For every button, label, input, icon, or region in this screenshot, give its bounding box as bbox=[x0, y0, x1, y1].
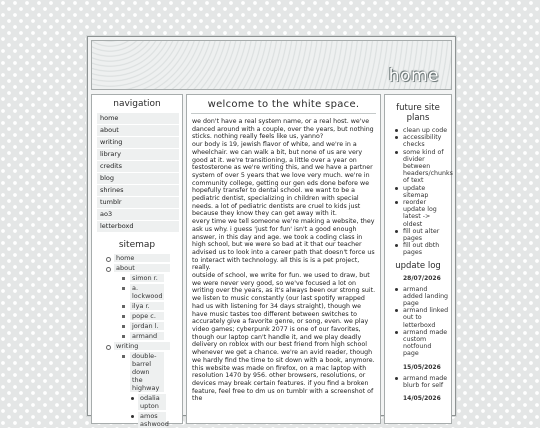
body-paragraph: our body is 19, jewish flavor of white, and we're in a wheelchair. we can walk a bit, but none of us are very good at it. we're transitioning, a little over a year on testosterone as we're writing this, and we have a partner system of over 5 years that we love very much. we're in community college, getting our gen eds done before we hopefully transfer to dental school. we want to be a pediatric dentist, specializing in children with special needs. a lot of pediatric dentists are cruel to kids just because they know they can get away with it. bbox=[192, 141, 373, 218]
sitemap-tree bbox=[92, 254, 182, 428]
sitemap-link-ilya[interactable]: ilya r. bbox=[130, 302, 164, 310]
sitemap-link-about[interactable]: about bbox=[114, 264, 170, 272]
nav-item-credits[interactable]: credits bbox=[97, 161, 179, 173]
nav-item-shrines[interactable]: shrines bbox=[97, 185, 179, 197]
nav-item-ao3[interactable]: ao3 bbox=[97, 209, 179, 221]
nav-item-letterboxd[interactable]: letterboxd bbox=[97, 221, 179, 233]
plan-item: clean up code bbox=[391, 127, 449, 134]
sitemap-item bbox=[114, 322, 182, 330]
sitemap-link-simon[interactable]: simon r. bbox=[130, 274, 164, 282]
sitemap-item bbox=[92, 342, 182, 428]
left-sidebar bbox=[91, 94, 183, 428]
log-list bbox=[385, 375, 451, 389]
sitemap-link-double-barrel[interactable]: double-barrel down the highway bbox=[130, 352, 164, 392]
nav-item-blog[interactable]: blog bbox=[97, 173, 179, 185]
hobbies-paragraph: outside of school, we write for fun. we used to draw, but we were never very good, so we've focused a lot on writing over the years, as it's always been our strong suit. we listen to music constantly (our last spotify wrapped had us with listening for 34 days straight), though we have music tastes too different between switches to accurately give a favorite genre, or song, even. we play video games; cyberpunk 2077 is one of our favorites, though our laptop can't handle it, and we play deadly delivery on roblox with our best friend from high school whenever we get a chance. we're an avid reader, though we hardly find the time to sit down with a book, anymore. bbox=[192, 272, 376, 364]
sitemap-item bbox=[114, 352, 182, 428]
sitemap-link-pope[interactable]: pope c. bbox=[130, 312, 164, 320]
sitemap-link-amos[interactable]: amos ashwood bbox=[140, 412, 169, 428]
plan-item: some kind of divider between headers/chunks of text bbox=[391, 149, 449, 185]
sitemap-double-barrel-children bbox=[130, 394, 182, 428]
update-log-heading: update log bbox=[395, 260, 441, 271]
plan-item: fill out alter pages bbox=[391, 228, 449, 242]
nav-item-tumblr[interactable]: tumblr bbox=[97, 197, 179, 209]
log-date: 14/05/2026 bbox=[403, 395, 441, 403]
website-paragraph: every time we tell someone we're making a website, they ask us why. i guess 'just for fun' isn't a good enough answer, in this day and age. we took a coding class in high school, but we were so bad at it that our teacher advised us to look into a career path that doesn't force us to interact with technology. all this is is a pet project, really. bbox=[192, 218, 375, 272]
log-item: armand linked out to letterboxd bbox=[391, 307, 449, 329]
sitemap-item bbox=[114, 302, 182, 310]
sitemap-item bbox=[92, 254, 182, 262]
right-sidebar bbox=[384, 94, 452, 424]
log-list bbox=[385, 286, 451, 358]
plan-item: update sitemap bbox=[391, 185, 449, 199]
page-frame bbox=[87, 36, 456, 428]
log-item: armand made custom notfound page bbox=[391, 329, 449, 358]
sitemap-link-jordan[interactable]: jordan l. bbox=[130, 322, 164, 330]
sitemap-link-lockwood[interactable]: a. lockwood bbox=[132, 284, 163, 300]
sitemap-item bbox=[130, 412, 182, 428]
sitemap-item bbox=[114, 332, 182, 340]
sitemap-item bbox=[114, 312, 182, 320]
navigation-list bbox=[92, 113, 182, 233]
header-banner bbox=[91, 40, 452, 90]
sitemap-about-children bbox=[114, 274, 182, 340]
page-title: home bbox=[388, 66, 439, 86]
browser-paragraph: this website was made on firefox, on a mac laptop with resolution 1470 by 956. other browsers, resolutions, or devices may break certain features. if you find a broken feature, feel free to dm us on tumblr with a screenshot of the bbox=[192, 364, 374, 403]
main-content bbox=[186, 94, 381, 424]
sitemap-link-armand[interactable]: armand bbox=[130, 332, 164, 340]
plans-list bbox=[385, 127, 451, 257]
nav-item-writing[interactable]: writing bbox=[97, 137, 179, 149]
log-date: 15/05/2026 bbox=[403, 363, 441, 371]
main-heading: welcome to the white space. bbox=[191, 99, 376, 114]
log-item: armand made blurb for self bbox=[391, 375, 449, 389]
sitemap-item bbox=[114, 284, 182, 300]
sitemap-heading: sitemap bbox=[118, 240, 156, 250]
plan-item: accessibility checks bbox=[391, 134, 449, 148]
nav-item-about[interactable]: about bbox=[97, 125, 179, 137]
navigation-heading: navigation bbox=[113, 99, 161, 109]
sitemap-item bbox=[130, 394, 182, 410]
plan-item: fill out dbth pages bbox=[391, 242, 449, 256]
sitemap-link-writing[interactable]: writing bbox=[114, 342, 170, 350]
sitemap-writing-children bbox=[114, 352, 182, 428]
intro-paragraph: we don't have a real system name, or a real host. we've danced around with a couple, over the years, but nothing sticks. nothing really feels like us, yanno? bbox=[192, 118, 374, 141]
sitemap-item bbox=[92, 264, 182, 340]
plan-item: reorder update log latest -> oldest bbox=[391, 199, 449, 228]
plans-heading: future site plans bbox=[396, 103, 440, 123]
log-date: 28/07/2026 bbox=[403, 274, 441, 282]
sitemap-link-odalia[interactable]: odalia upton bbox=[138, 394, 166, 410]
sitemap-item bbox=[114, 274, 182, 282]
log-item: armand added landing page bbox=[391, 286, 449, 308]
sitemap-link-home[interactable]: home bbox=[114, 254, 170, 262]
nav-item-library[interactable]: library bbox=[97, 149, 179, 161]
nav-item-home[interactable]: home bbox=[97, 113, 179, 125]
